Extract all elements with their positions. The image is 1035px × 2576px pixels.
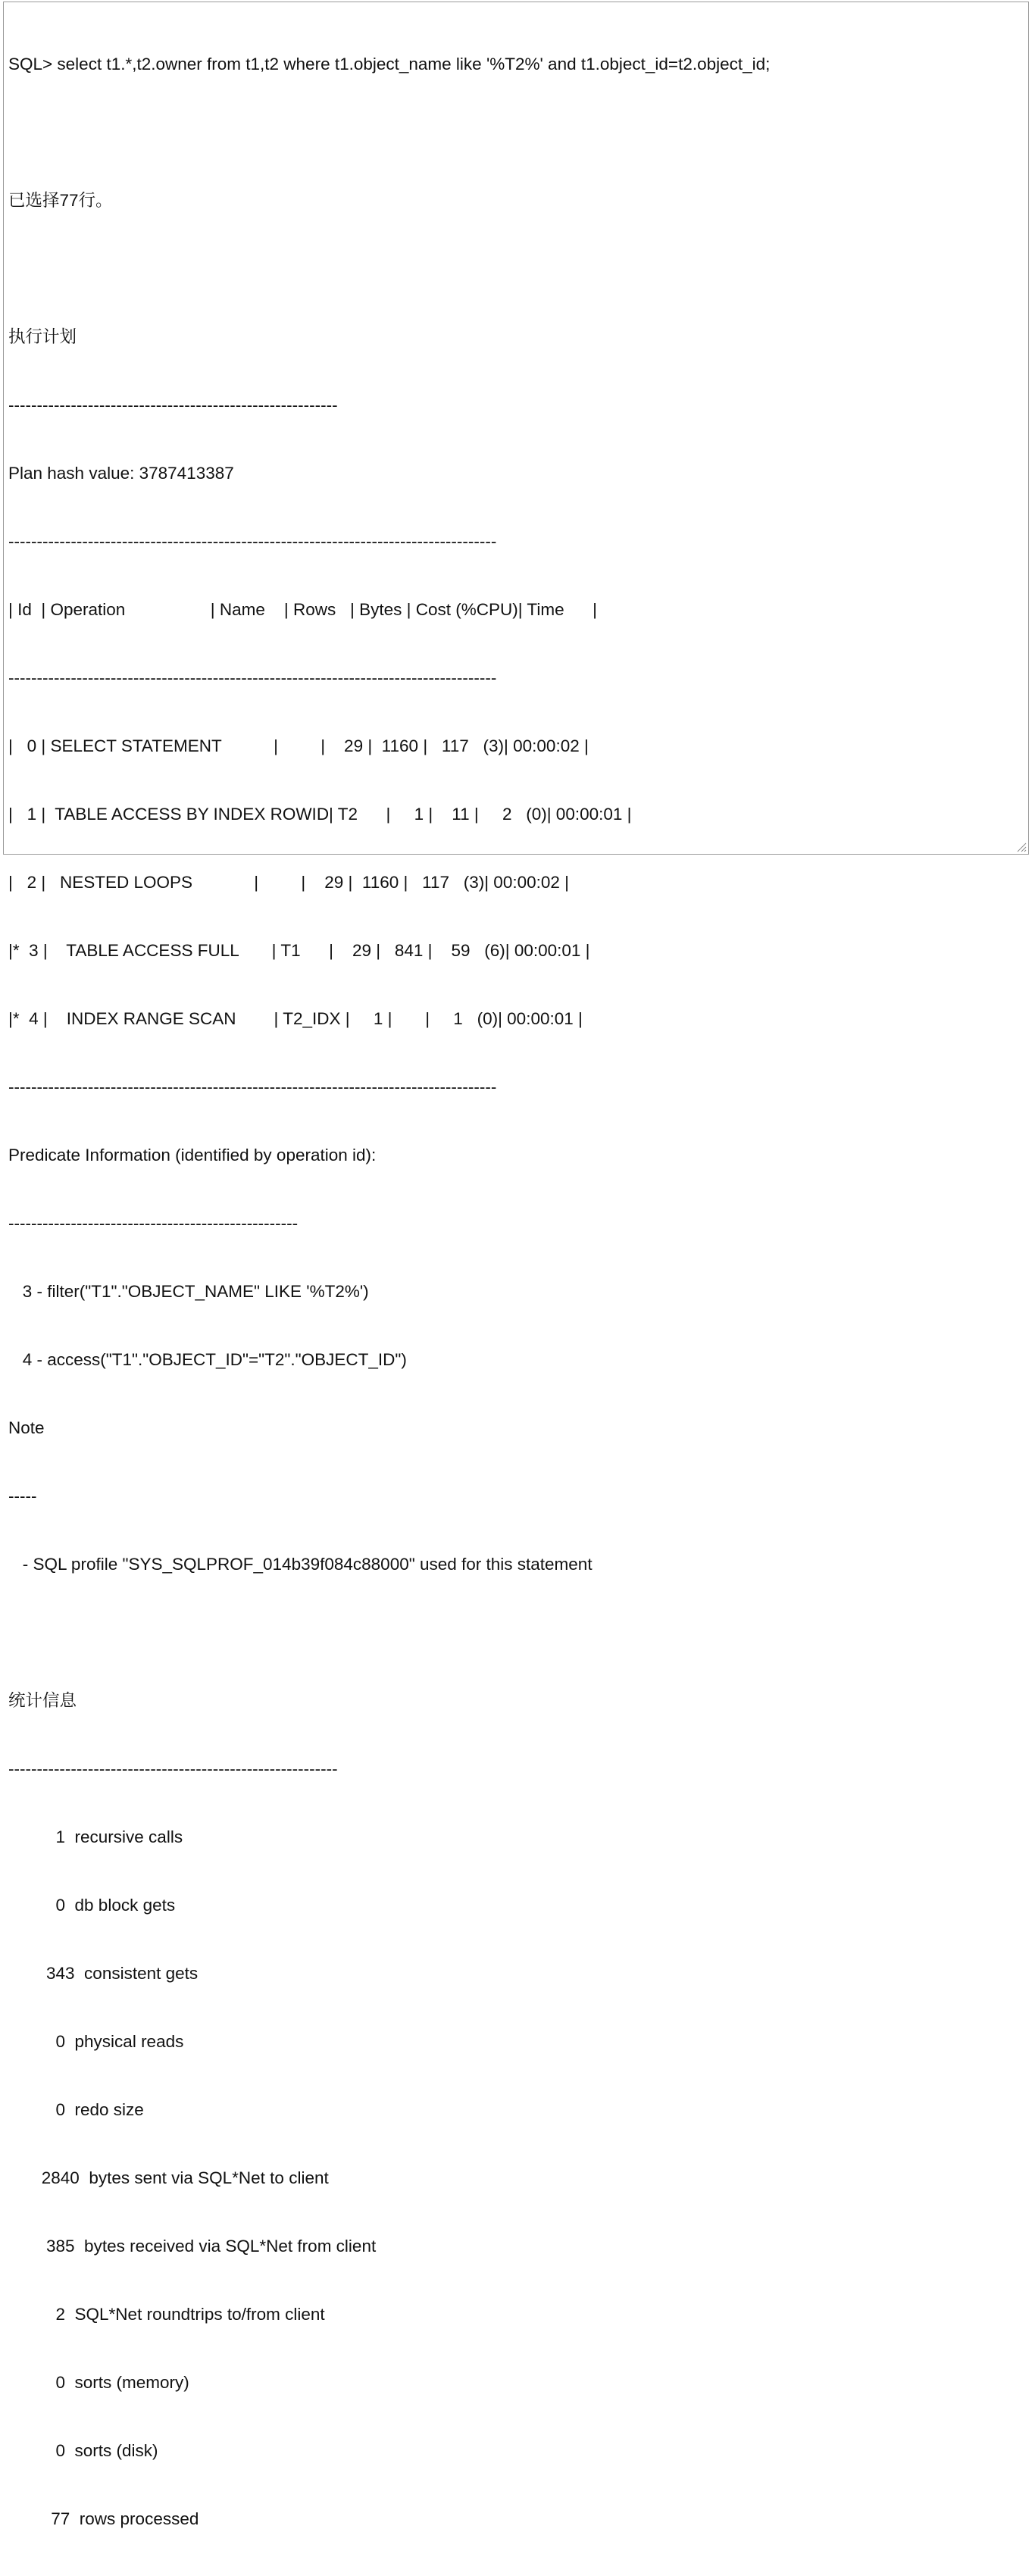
predicate-filter-line: 3 - filter("T1"."OBJECT_NAME" LIKE '%T2%') — [8, 1282, 369, 1301]
statistic-line: 0 sorts (memory) — [8, 2373, 189, 2392]
separator-line: -------------------------------------------------------------------------------------- — [8, 532, 497, 551]
statistic-line: 0 physical reads — [8, 2032, 184, 2051]
statistic-line: 77 rows processed — [8, 2509, 199, 2528]
execution-plan-heading: 执行计划 — [8, 327, 77, 346]
sql-profile-note: - SQL profile "SYS_SQLPROF_014b39f084c88000" used for this statement — [8, 1555, 593, 1574]
plan-table-header: | Id | Operation | Name | Rows | Bytes | Cost (%CPU)| Time | — [8, 600, 597, 619]
note-heading: Note — [8, 1418, 45, 1437]
plan-table-row: | 0 | SELECT STATEMENT | | 29 | 1160 | 117 (3)| 00:00:02 | — [8, 736, 589, 755]
plan-table-row: | 2 | NESTED LOOPS | | 29 | 1160 | 117 (3)| 00:00:02 | — [8, 873, 569, 892]
blank-line — [8, 1621, 770, 1644]
resize-grip-icon[interactable] — [1016, 842, 1027, 852]
sql-output-textarea[interactable] — [3, 2, 1029, 2528]
separator-line: ---------------------------------------------------------- — [8, 395, 338, 414]
separator-line: ----- — [8, 1487, 37, 1505]
plan-table-row: | 1 | TABLE ACCESS BY INDEX ROWID| T2 | 1 | 11 | 2 (0)| 00:00:01 | — [8, 805, 632, 824]
separator-line: --------------------------------------------------- — [8, 1214, 299, 1233]
plan-table-row: |* 3 | TABLE ACCESS FULL | T1 | 29 | 841 | 59 (6)| 00:00:01 | — [8, 941, 590, 960]
statistic-line: 0 sorts (disk) — [8, 2441, 158, 2460]
predicate-access-line: 4 - access("T1"."OBJECT_ID"="T2"."OBJECT_ID") — [8, 1350, 407, 1369]
plan-hash-value: Plan hash value: 3787413387 — [8, 464, 234, 483]
statistic-line: 1 recursive calls — [8, 1827, 183, 1846]
statistic-line: 2 SQL*Net roundtrips to/from client — [8, 2305, 325, 2324]
blank-line — [8, 121, 770, 144]
statistic-line: 2840 bytes sent via SQL*Net to client — [8, 2168, 329, 2187]
statistic-line: 0 db block gets — [8, 1896, 176, 1915]
plan-table-row: |* 4 | INDEX RANGE SCAN | T2_IDX | 1 | | 1 (0)| 00:00:01 | — [8, 1009, 583, 1028]
predicate-information-heading: Predicate Information (identified by operation id): — [8, 1146, 377, 1165]
rows-selected-message: 已选择77行。 — [8, 191, 113, 210]
statistic-line: 343 consistent gets — [8, 1964, 199, 1983]
sql-command-line: SQL> select t1.*,t2.owner from t1,t2 where t1.object_name like '%T2%' and t1.object_id=t2.object_id; — [8, 55, 771, 73]
separator-line: -------------------------------------------------------------------------------------- — [8, 668, 497, 687]
statistics-heading: 统计信息 — [8, 1691, 77, 1710]
statistic-line: 385 bytes received via SQL*Net from client — [8, 2237, 377, 2256]
separator-line: -------------------------------------------------------------------------------------- — [8, 1077, 497, 1096]
blank-line — [8, 258, 770, 280]
sql-output-text — [8, 8, 770, 2576]
separator-line: ---------------------------------------------------------- — [8, 1759, 338, 1778]
statistic-line: 0 redo size — [8, 2100, 144, 2119]
